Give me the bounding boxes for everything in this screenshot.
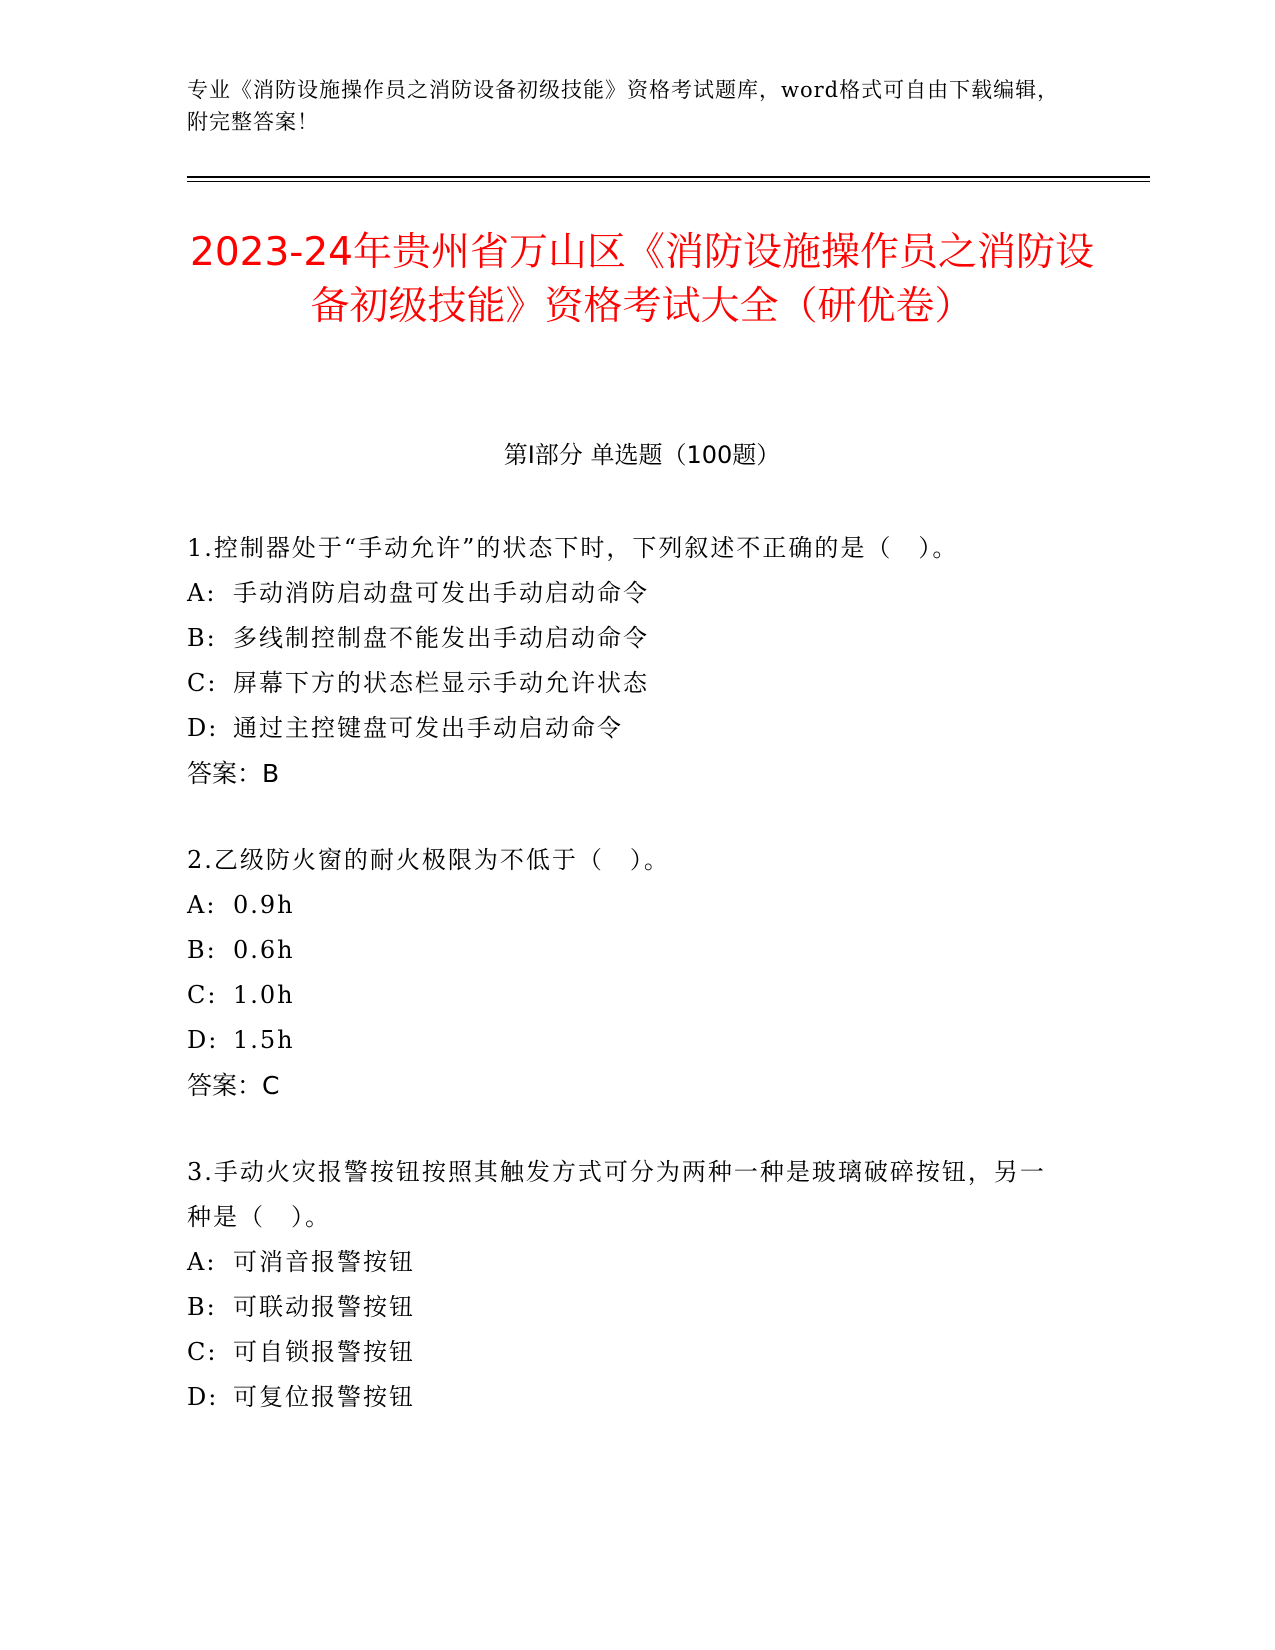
option-b xyxy=(187,1285,1067,1330)
header-rule-thin xyxy=(187,181,1150,182)
header-note: 专业《消防设施操作员之消防设备初级技能》资格考试题库，word格式可自由下载编辑，附完整答案！ xyxy=(187,78,1060,134)
option-text: 1.5h xyxy=(233,1026,295,1054)
option-label: B: xyxy=(187,936,217,964)
option-d xyxy=(187,1018,1067,1063)
option-b xyxy=(187,928,1067,973)
option-c xyxy=(187,973,1067,1018)
option-text: 可联动报警按钮 xyxy=(233,1293,415,1321)
header-rule-thick xyxy=(187,176,1150,178)
option-c xyxy=(187,661,1067,706)
option-label: A: xyxy=(187,579,217,607)
option-text: 可复位报警按钮 xyxy=(233,1383,415,1411)
question-list xyxy=(187,526,1067,1462)
document-title: 2023-24年贵州省万山区《消防设施操作员之消防设备初级技能》资格考试大全（研优卷） xyxy=(190,230,1094,329)
option-label: C: xyxy=(187,669,218,697)
option-text: 手动消防启动盘可发出手动启动命令 xyxy=(233,579,649,607)
option-a xyxy=(187,883,1067,928)
option-b xyxy=(187,616,1067,661)
option-label: D: xyxy=(187,714,219,742)
option-label: B: xyxy=(187,1293,217,1321)
option-text: 0.6h xyxy=(233,936,295,964)
question-1 xyxy=(187,526,1067,796)
option-label: B: xyxy=(187,624,217,652)
answer: 答案：C xyxy=(187,1071,280,1100)
answer: 答案：B xyxy=(187,759,280,788)
option-text: 1.0h xyxy=(233,981,295,1009)
question-3 xyxy=(187,1150,1067,1420)
option-label: D: xyxy=(187,1383,219,1411)
option-text: 屏幕下方的状态栏显示手动允许状态 xyxy=(233,669,649,697)
question-stem: 1.控制器处于“手动允许”的状态下时，下列叙述不正确的是（ ）。 xyxy=(187,534,959,562)
option-label: D: xyxy=(187,1026,219,1054)
option-text: 通过主控键盘可发出手动启动命令 xyxy=(233,714,623,742)
option-label: C: xyxy=(187,1338,218,1366)
option-text: 可消音报警按钮 xyxy=(233,1248,415,1276)
option-c xyxy=(187,1330,1067,1375)
option-text: 0.9h xyxy=(233,891,295,919)
option-d xyxy=(187,1375,1067,1420)
section-title: 第I部分 单选题（100题） xyxy=(503,441,781,469)
option-label: A: xyxy=(187,891,217,919)
option-label: A: xyxy=(187,1248,217,1276)
option-d xyxy=(187,706,1067,751)
option-text: 可自锁报警按钮 xyxy=(233,1338,415,1366)
option-a xyxy=(187,571,1067,616)
option-label: C: xyxy=(187,981,218,1009)
option-a xyxy=(187,1240,1067,1285)
question-stem: 2.乙级防火窗的耐火极限为不低于（ ）。 xyxy=(187,846,670,874)
option-text: 多线制控制盘不能发出手动启动命令 xyxy=(233,624,649,652)
question-stem: 3.手动火灾报警按钮按照其触发方式可分为两种一种是玻璃破碎按钮，另一种是（ ）。 xyxy=(187,1158,1046,1231)
question-2 xyxy=(187,838,1067,1108)
